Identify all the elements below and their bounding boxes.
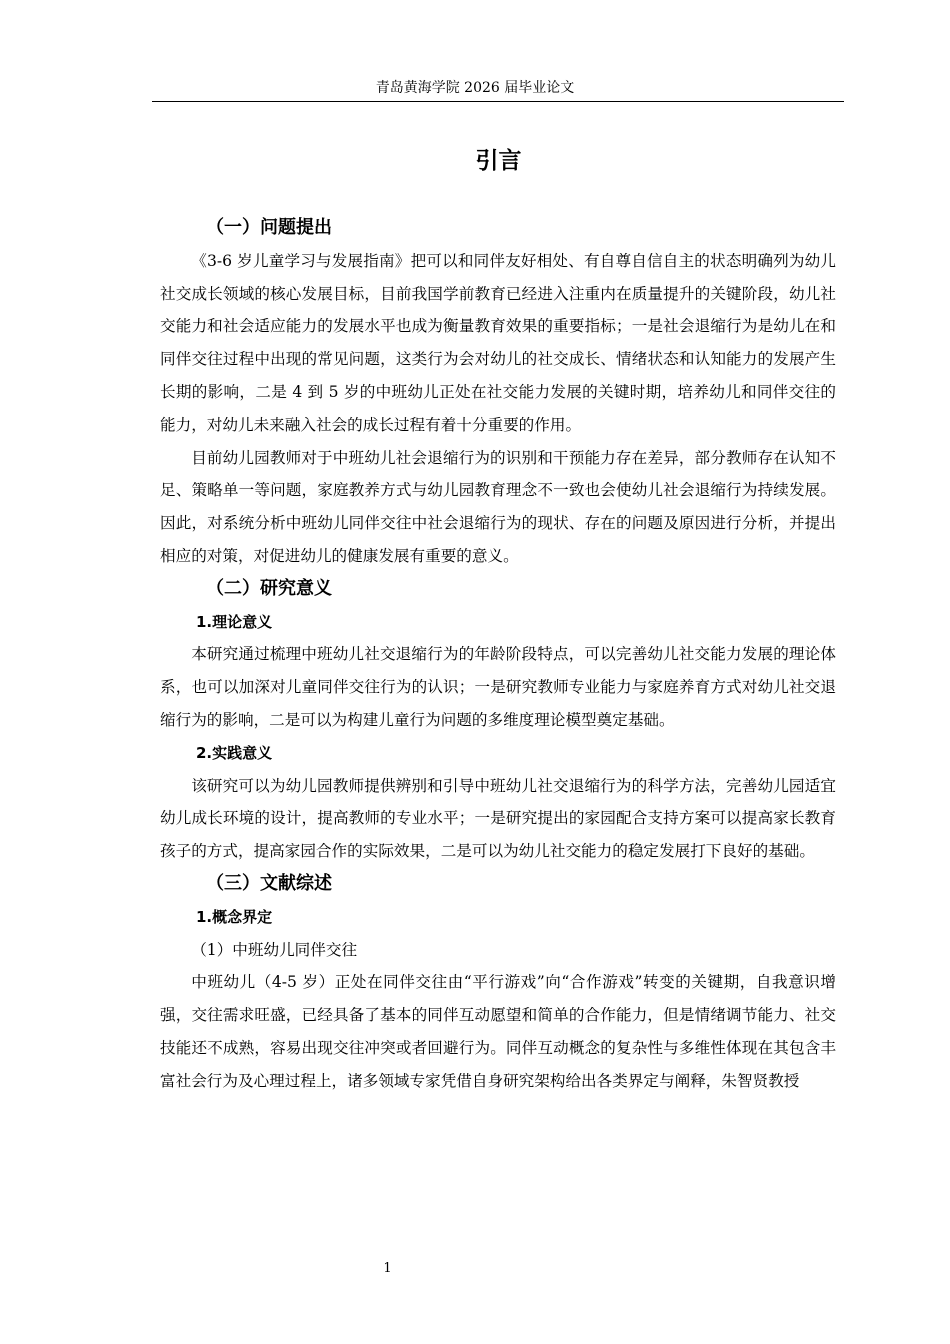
header-rule xyxy=(152,101,844,102)
document-body xyxy=(160,212,836,1098)
item-heading: （1）中班幼儿同伴交往 xyxy=(191,940,358,959)
paragraph: 该研究可以为幼儿园教师提供辨别和引导中班幼儿社交退缩行为的科学方法，完善幼儿园适宜幼儿成长环境的设计，提高教师的专业水平；一是研究提出的家园配合支持方案可以提高家长教育孩子的方式，提高家园合作的实际效果，二是可以为幼儿社交能力的稳定发展打下良好的基础。 xyxy=(160,776,836,861)
page-title: 引言 xyxy=(475,148,522,174)
section-heading-literature: （三）文献综述 xyxy=(206,872,332,894)
subheading-theory: 1.理论意义 xyxy=(196,612,273,631)
section-heading-significance: （二）研究意义 xyxy=(206,577,332,599)
subheading-practice: 2.实践意义 xyxy=(196,743,273,762)
paragraph: 目前幼儿园教师对于中班幼儿社会退缩行为的识别和干预能力存在差异，部分教师存在认知不足、策略单一等问题，家庭教养方式与幼儿园教育理念不一致也会使幼儿社会退缩行为持续发展。因此，对系统分析中班幼儿同伴交往中社会退缩行为的现状、存在的问题及原因进行分析，并提出相应的对策，对促进幼儿的健康发展有重要的意义。 xyxy=(160,448,836,565)
subheading-concepts: 1.概念界定 xyxy=(196,907,273,926)
paragraph: 中班幼儿（4-5 岁）正处在同伴交往由“平行游戏”向“合作游戏”转变的关键期，自我意识增强，交往需求旺盛，已经具备了基本的同伴互动愿望和简单的合作能力，但是情绪调节能力、社交技能还不成熟，容易出现交往冲突或者回避行为。同伴互动概念的复杂性与多维性体现在其包含丰富社会行为及心理过程上，诸多领域专家凭借自身研究架构给出各类界定与阐释，朱智贤教授 xyxy=(160,973,836,1090)
page-number: 1 xyxy=(383,1261,392,1276)
running-header: 青岛黄海学院 2026 届毕业论文 xyxy=(375,80,575,96)
section-heading-problem: （一）问题提出 xyxy=(206,217,332,238)
paragraph: 《3-6 岁儿童学习与发展指南》把可以和同伴友好相处、有自尊自信自主的状态明确列为幼儿社交成长领域的核心发展目标，目前我国学前教育已经进入注重内在质量提升的关键阶段，幼儿社交能力和社会适应能力的发展水平也成为衡量教育效果的重要指标；一是社会退缩行为是幼儿在和同伴交往过程中出现的常见问题，这类行为会对幼儿的社交成长、情绪状态和认知能力的发展产生长期的影响，二是 4 到 5 岁的中班幼儿正处在社交能力发展的关键时期，培养幼儿和同伴交往的能力，对幼儿未来融入社会的成长过程有着十分重要的作用。 xyxy=(160,251,836,434)
paragraph: 本研究通过梳理中班幼儿社交退缩行为的年龄阶段特点，可以完善幼儿社交能力发展的理论体系，也可以加深对儿童同伴交往行为的认识；一是研究教师专业能力与家庭养育方式对幼儿社交退缩行为的影响，二是可以为构建儿童行为问题的多维度理论模型奠定基础。 xyxy=(160,645,836,729)
